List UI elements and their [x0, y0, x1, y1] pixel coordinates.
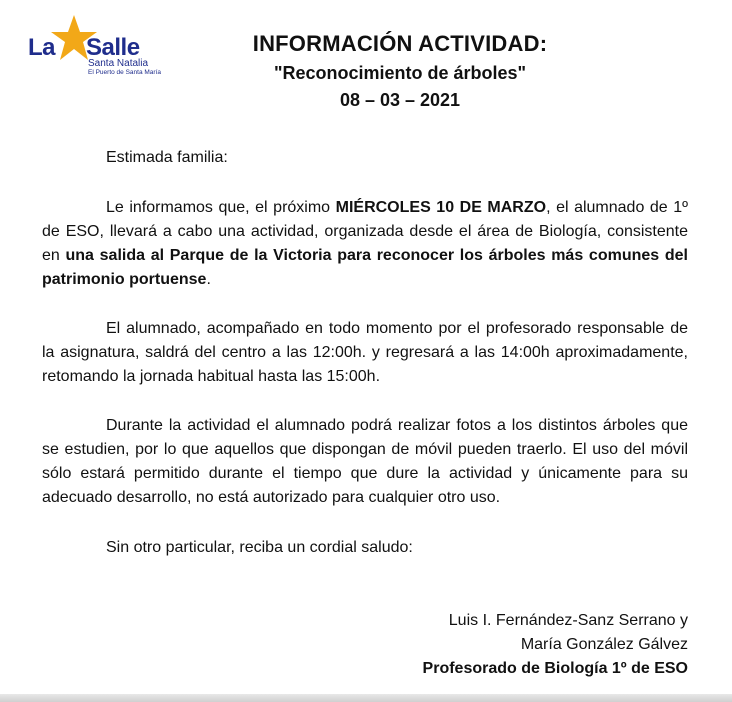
activity-name: "Reconocimiento de árboles": [273, 63, 527, 83]
logo-subtitle-location: El Puerto de Santa María: [88, 69, 161, 76]
p1-bold-date: MIÉRCOLES 10 DE MARZO: [335, 199, 547, 216]
page-title: INFORMACIÓN ACTIVIDAD:: [252, 31, 548, 56]
page-bottom-edge: [0, 694, 732, 702]
p1-text-2: , el alumnado de 1º de ESO, llevará a cabo una actividad, organizada desde el área de Biología, consistente en: [42, 199, 688, 264]
paragraph-schedule: El alumnado, acompañado en todo momento por el profesorado responsable de la asignatura, saldrá del centro a las 12:00h. y regresará a las 14:00h aproximadamente, retomando la jornada habitual hasta las 15:00h.: [42, 320, 688, 385]
paragraph-phone-policy: Durante la actividad el alumnado podrá realizar fotos a los distintos árboles que se estudien, por lo que aquellos que dispongan de móvil pueden traerlo. El uso del móvil sólo estará permitido durante el tiempo que dure la actividad y únicamente para su adecuado desarrollo, no está autorizado para cualquier otro uso.: [42, 417, 688, 506]
logo-subtitle-santa-natalia: Santa Natalia: [88, 58, 149, 69]
document-date: 08 – 03 – 2021: [339, 90, 461, 110]
logo-text-la: La: [28, 34, 56, 61]
signature-name-2: María González Gálvez: [520, 636, 688, 653]
p1-text-3: .: [206, 271, 211, 288]
paragraph-announcement: [42, 196, 688, 292]
logo-text-salle: Salle: [86, 34, 140, 61]
signature-role: Profesorado de Biología 1º de ESO: [422, 660, 688, 677]
p1-bold-activity: una salida al Parque de la Victoria para reconocer los árboles más comunes del patrimonio portuense: [42, 247, 688, 288]
letter-body: [42, 146, 688, 560]
school-logo: [24, 12, 174, 78]
document-header: [190, 30, 610, 114]
closing-line: Sin otro particular, reciba un cordial saludo:: [106, 539, 413, 556]
p1-text-1: Le informamos que, el próximo: [106, 199, 336, 216]
signature-name-1: Luis I. Fernández-Sanz Serrano y: [448, 612, 688, 629]
signature-block: [423, 609, 688, 681]
greeting: Estimada familia:: [106, 149, 228, 166]
